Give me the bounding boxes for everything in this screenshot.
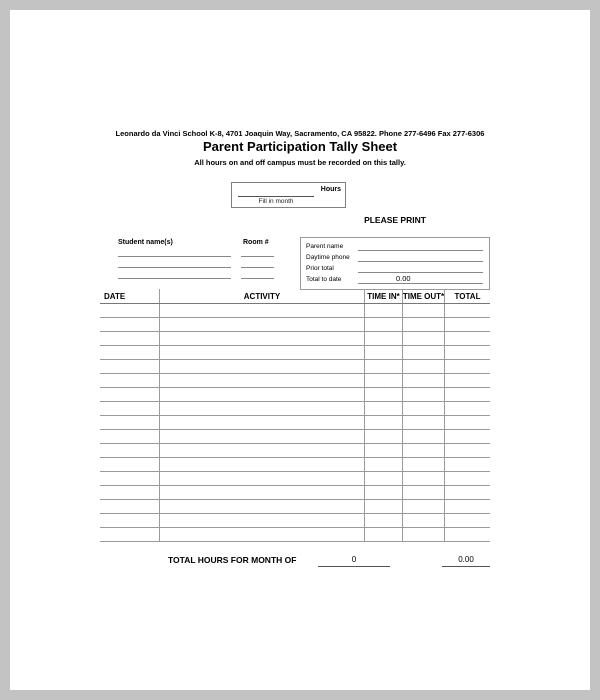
cell-time-in[interactable] <box>365 416 403 429</box>
parent-name-row <box>301 240 489 251</box>
cell-time-out[interactable] <box>403 304 445 317</box>
cell-activity[interactable] <box>160 402 365 415</box>
cell-activity[interactable] <box>160 430 365 443</box>
cell-time-in[interactable] <box>365 374 403 387</box>
table-row <box>100 514 490 528</box>
cell-time-out[interactable] <box>403 388 445 401</box>
cell-activity[interactable] <box>160 360 365 373</box>
table-row <box>100 374 490 388</box>
cell-time-in[interactable] <box>365 402 403 415</box>
cell-activity[interactable] <box>160 444 365 457</box>
tally-table <box>100 289 490 542</box>
cell-date[interactable] <box>100 458 160 471</box>
total-to-date-label: Total to date <box>306 276 342 283</box>
cell-activity[interactable] <box>160 458 365 471</box>
table-body <box>100 304 490 542</box>
cell-time-in[interactable] <box>365 528 403 541</box>
cell-activity[interactable] <box>160 346 365 359</box>
cell-time-in[interactable] <box>365 318 403 331</box>
cell-time-out[interactable] <box>403 318 445 331</box>
table-row <box>100 444 490 458</box>
cell-time-in[interactable] <box>365 430 403 443</box>
table-row <box>100 500 490 514</box>
cell-time-out[interactable] <box>403 528 445 541</box>
cell-date[interactable] <box>100 444 160 457</box>
prior-total-row <box>301 262 489 273</box>
cell-activity[interactable] <box>160 486 365 499</box>
cell-time-out[interactable] <box>403 458 445 471</box>
cell-date[interactable] <box>100 430 160 443</box>
cell-date[interactable] <box>100 500 160 513</box>
header-activity: ACTIVITY <box>160 289 365 303</box>
cell-total[interactable] <box>445 430 490 443</box>
cell-total[interactable] <box>445 388 490 401</box>
month-input-line[interactable] <box>238 183 314 197</box>
cell-activity[interactable] <box>160 472 365 485</box>
cell-date[interactable] <box>100 346 160 359</box>
room-number-label: Room # <box>243 239 269 246</box>
table-row <box>100 416 490 430</box>
prior-total-label: Prior total <box>306 265 334 272</box>
cell-date[interactable] <box>100 416 160 429</box>
header-time-in: TIME IN* <box>365 289 403 303</box>
cell-date[interactable] <box>100 472 160 485</box>
cell-time-out[interactable] <box>403 430 445 443</box>
cell-total[interactable] <box>445 514 490 527</box>
cell-total[interactable] <box>445 528 490 541</box>
cell-time-out[interactable] <box>403 486 445 499</box>
cell-activity[interactable] <box>160 332 365 345</box>
cell-total[interactable] <box>445 458 490 471</box>
footer-month-hours-line[interactable] <box>318 566 390 567</box>
cell-total[interactable] <box>445 416 490 429</box>
table-row <box>100 528 490 542</box>
cell-total[interactable] <box>445 304 490 317</box>
cell-time-out[interactable] <box>403 416 445 429</box>
room-number-line[interactable] <box>241 267 274 268</box>
table-row <box>100 458 490 472</box>
table-row <box>100 360 490 374</box>
cell-activity[interactable] <box>160 416 365 429</box>
month-hours-box <box>231 182 346 208</box>
cell-date[interactable] <box>100 388 160 401</box>
table-row <box>100 388 490 402</box>
cell-time-in[interactable] <box>365 514 403 527</box>
room-number-line[interactable] <box>241 256 274 257</box>
student-name-line[interactable] <box>118 278 231 279</box>
table-row <box>100 472 490 486</box>
cell-time-in[interactable] <box>365 388 403 401</box>
cell-total[interactable] <box>445 444 490 457</box>
fill-in-month-label: Fill in month <box>258 198 294 205</box>
cell-activity[interactable] <box>160 304 365 317</box>
cell-date[interactable] <box>100 402 160 415</box>
cell-time-in[interactable] <box>365 304 403 317</box>
footer-grand-total-value: 0.00 <box>458 555 474 564</box>
cell-activity[interactable] <box>160 388 365 401</box>
cell-time-in[interactable] <box>365 458 403 471</box>
cell-time-out[interactable] <box>403 514 445 527</box>
school-address-line: Leonardo da Vinci School K-8, 4701 Joaquin Way, Sacramento, CA 95822. Phone 277-6496 Fax 277-6306 <box>115 129 485 138</box>
cell-time-in[interactable] <box>365 346 403 359</box>
total-to-date-value: 0.00 <box>396 274 411 283</box>
table-row <box>100 486 490 500</box>
page-title: Parent Participation Tally Sheet <box>202 139 398 154</box>
cell-time-in[interactable] <box>365 486 403 499</box>
header-date: DATE <box>100 289 160 303</box>
cell-date[interactable] <box>100 332 160 345</box>
cell-total[interactable] <box>445 374 490 387</box>
cell-time-out[interactable] <box>403 374 445 387</box>
cell-total[interactable] <box>445 472 490 485</box>
cell-date[interactable] <box>100 514 160 527</box>
footer-grand-total-line[interactable] <box>442 566 490 567</box>
student-name-line[interactable] <box>118 256 231 257</box>
cell-time-out[interactable] <box>403 346 445 359</box>
total-to-date-row <box>301 273 489 284</box>
cell-activity[interactable] <box>160 528 365 541</box>
student-name-line[interactable] <box>118 267 231 268</box>
cell-activity[interactable] <box>160 514 365 527</box>
header-total: TOTAL <box>454 291 481 301</box>
table-row <box>100 304 490 318</box>
cell-time-out[interactable] <box>403 500 445 513</box>
cell-date[interactable] <box>100 318 160 331</box>
footer-month-hours-value: 0 <box>351 555 357 564</box>
student-name-label: Student name(s) <box>118 239 173 246</box>
room-number-line[interactable] <box>241 278 274 279</box>
cell-total[interactable] <box>445 486 490 499</box>
cell-time-out[interactable] <box>403 332 445 345</box>
cell-time-out[interactable] <box>403 444 445 457</box>
cell-date[interactable] <box>100 360 160 373</box>
please-print-label: PLEASE PRINT <box>364 215 426 225</box>
cell-time-in[interactable] <box>365 500 403 513</box>
table-row <box>100 402 490 416</box>
daytime-phone-row <box>301 251 489 262</box>
daytime-phone-label: Daytime phone <box>306 254 350 261</box>
cell-date[interactable] <box>100 374 160 387</box>
cell-time-out[interactable] <box>403 360 445 373</box>
cell-total[interactable] <box>445 402 490 415</box>
table-row <box>100 346 490 360</box>
cell-total[interactable] <box>445 332 490 345</box>
cell-time-in[interactable] <box>365 444 403 457</box>
parent-info-box <box>300 237 490 290</box>
cell-activity[interactable] <box>160 318 365 331</box>
cell-activity[interactable] <box>160 500 365 513</box>
cell-date[interactable] <box>100 528 160 541</box>
cell-activity[interactable] <box>160 374 365 387</box>
cell-date[interactable] <box>100 486 160 499</box>
cell-total[interactable] <box>445 360 490 373</box>
table-row <box>100 318 490 332</box>
cell-time-out[interactable] <box>403 472 445 485</box>
header-time-out: TIME OUT* <box>403 289 445 303</box>
table-row <box>100 430 490 444</box>
cell-time-in[interactable] <box>365 360 403 373</box>
cell-time-in[interactable] <box>365 472 403 485</box>
table-row <box>100 332 490 346</box>
hours-label: Hours <box>320 186 341 193</box>
cell-time-in[interactable] <box>365 332 403 345</box>
cell-total[interactable] <box>445 346 490 359</box>
cell-total[interactable] <box>445 318 490 331</box>
page-subtitle: All hours on and off campus must be recorded on this tally. <box>194 158 406 167</box>
cell-total[interactable] <box>445 500 490 513</box>
table-header-row <box>100 289 490 304</box>
cell-date[interactable] <box>100 304 160 317</box>
cell-time-out[interactable] <box>403 402 445 415</box>
parent-name-label: Parent name <box>306 243 344 250</box>
total-hours-label: TOTAL HOURS FOR MONTH OF <box>168 555 297 565</box>
total-to-date-line[interactable] <box>358 283 483 284</box>
